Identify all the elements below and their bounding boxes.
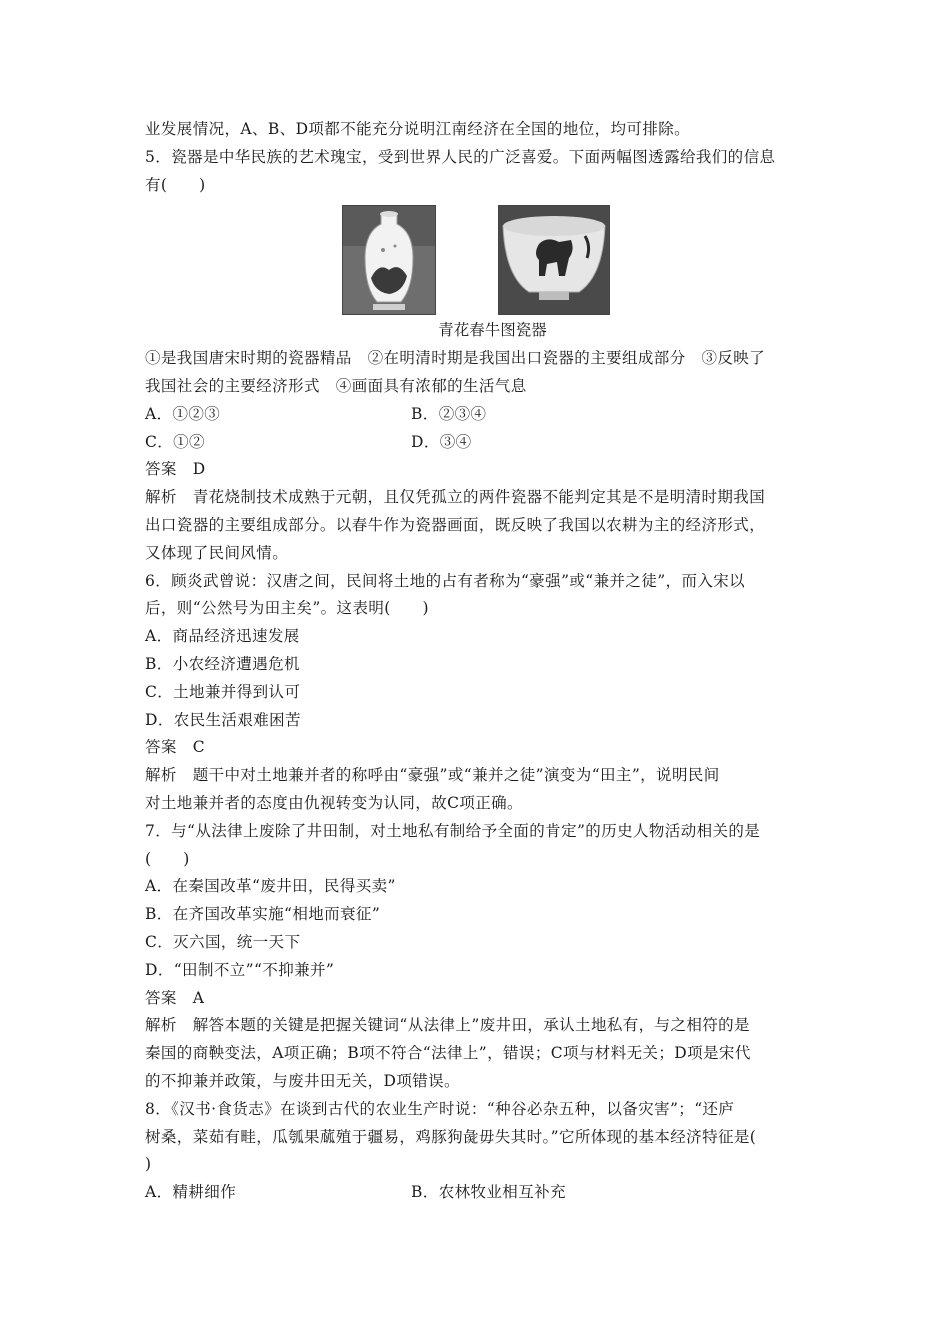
option-d: D．农民生活艰难困苦: [145, 710, 301, 729]
figure-caption: 青花春牛图瓷器: [438, 321, 547, 340]
porcelain-vase-photo: [342, 205, 436, 315]
option-statements-cont: 我国社会的主要经济形式 ④画面具有浓郁的生活气息: [145, 376, 527, 395]
analysis-7: 解析 解答本题的关键是把握关键词“从法律上”废井田，承认土地私有，与之相符的是: [145, 1016, 750, 1035]
analysis-6: 解析 题干中对土地兼并者的称呼由“豪强”或“兼并之徒”演变为“田主”，说明民间: [145, 766, 720, 785]
question-6-stem: 6．顾炎武曾说：汉唐之间，民间将土地的占有者称为“豪强”或“兼并之徒”，而入宋以: [145, 571, 746, 590]
option-c: C．土地兼并得到认可: [145, 682, 301, 701]
option-a: A．在秦国改革“废井田，民得买卖”: [145, 877, 396, 896]
analysis-7-cont: 的不抑兼并政策，与废井田无关，D项错误。: [145, 1071, 460, 1090]
text-line: 业发展情况，A、B、D项都不能充分说明江南经济在全国的地位，均可排除。: [145, 120, 691, 138]
answer-6: 答案 C: [145, 738, 205, 757]
options-row: [145, 429, 810, 457]
porcelain-bowl-photo: [498, 205, 610, 315]
options-row: [145, 1179, 810, 1207]
option-b: B．②③④: [411, 404, 487, 423]
analysis-6-cont: 对土地兼并者的态度由仇视转变为认同，故C项正确。: [145, 793, 523, 812]
analysis-7-cont: 秦国的商鞅变法，A项正确；B项不符合“法律上”，错误；C项与材料无关；D项是宋代: [145, 1044, 751, 1063]
options-row: [145, 401, 810, 429]
question-8-stem-cont: ): [145, 1155, 152, 1174]
option-c: C．灭六国，统一天下: [145, 932, 301, 951]
analysis-5: 解析 青花烧制技术成熟于元朝，且仅凭孤立的两件瓷器不能判定其是不是明清时期我国: [145, 488, 766, 507]
question-8-stem-cont: 树桑，菜茹有畦，瓜瓠果蓏殖于疆易，鸡豚狗彘毋失其时。”它所体现的基本经济特征是(: [145, 1127, 757, 1146]
option-d: D．③④: [411, 432, 472, 451]
question-5-stem-cont: 有( ): [145, 175, 206, 194]
option-a: A．①②③: [145, 404, 221, 423]
question-8-stem: 8．《汉书·食货志》在谈到古代的农业生产时说：“种谷必杂五种，以备灾害”；“还庐: [145, 1099, 735, 1118]
answer-7: 答案 A: [145, 988, 205, 1007]
option-b: B．小农经济遭遇危机: [145, 654, 300, 673]
option-c: C．①②: [145, 432, 205, 451]
answer-5: 答案 D: [145, 460, 206, 479]
option-a: A．精耕细作: [145, 1183, 237, 1202]
question-7-stem: 7．与“从法律上废除了井田制，对土地私有制给予全面的肯定”的历史人物活动相关的是: [145, 821, 761, 840]
option-b: B．农林牧业相互补充: [411, 1183, 566, 1202]
document-page: [145, 116, 810, 1207]
option-b: B．在齐国改革实施“相地而衰征”: [145, 905, 381, 924]
option-statements: ①是我国唐宋时期的瓷器精品 ②在明清时期是我国出口瓷器的主要组成部分 ③反映了: [145, 349, 766, 368]
option-a: A．商品经济迅速发展: [145, 627, 300, 646]
question-5-stem: 5．瓷器是中华民族的艺术瑰宝，受到世界人民的广泛喜爱。下面两幅图透露给我们的信息: [145, 147, 776, 166]
question-6-stem-cont: 后，则“公然号为田主矣”。这表明( ): [145, 599, 429, 618]
option-d: D．“田制不立”“不抑兼并”: [145, 960, 335, 979]
analysis-5-cont: 又体现了民间风情。: [145, 543, 289, 562]
figures: [145, 205, 810, 317]
analysis-5-cont: 出口瓷器的主要组成部分。以春牛作为瓷器画面，既反映了我国以农耕为主的经济形式，: [145, 515, 766, 534]
question-7-stem-cont: ( ): [145, 849, 190, 868]
